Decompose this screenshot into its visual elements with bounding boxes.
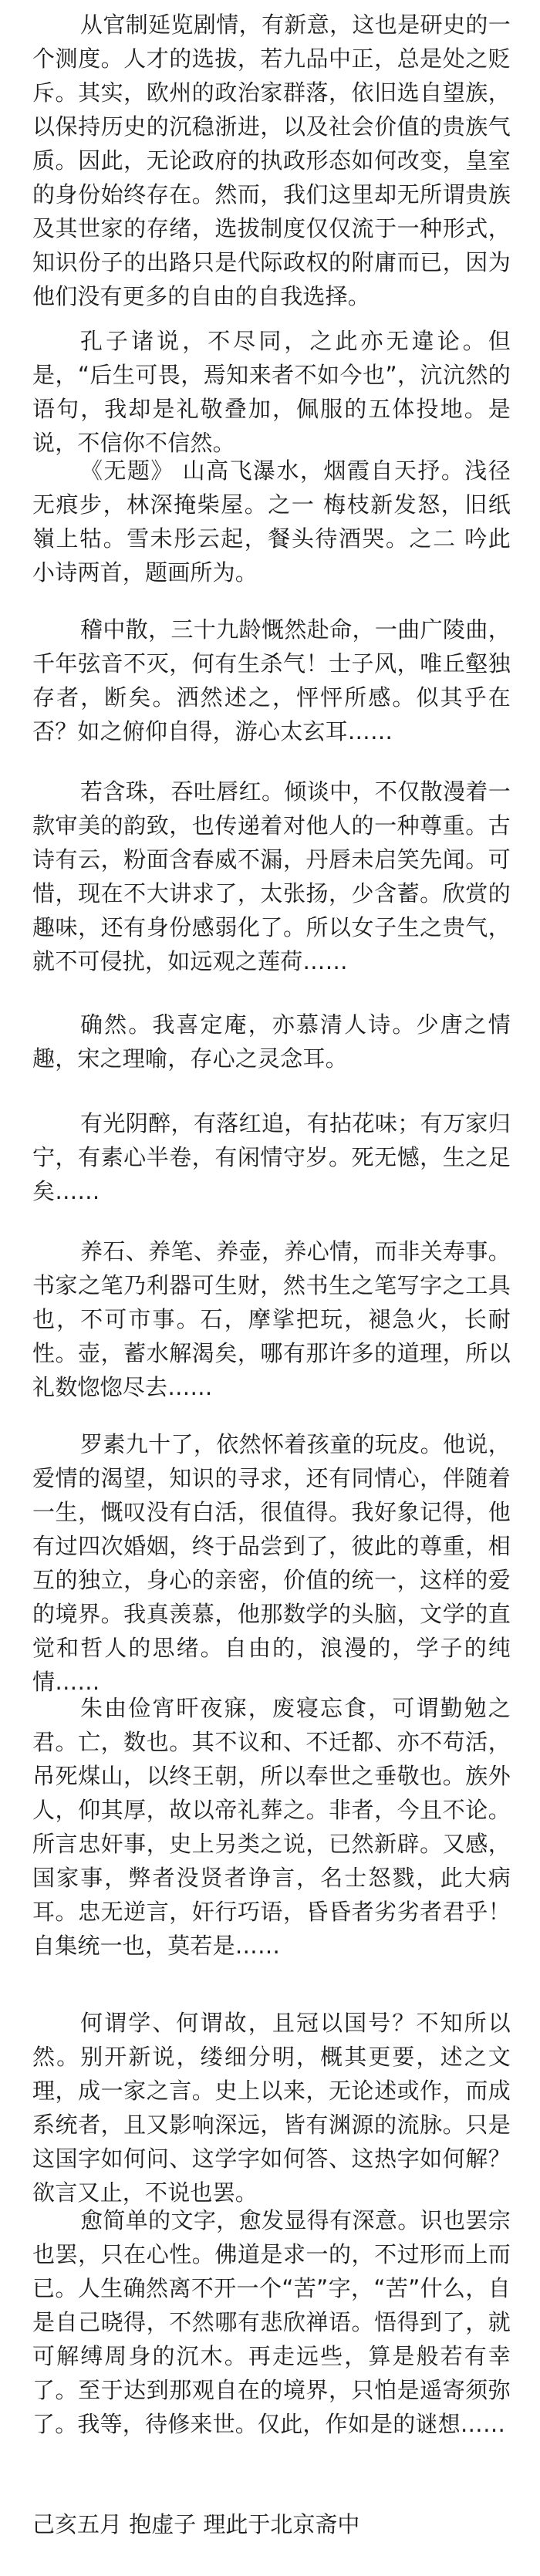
paragraph-8: 养石、养笔、养壶，养心情，而非关寿事。书家之笔乃利器可生财，然书生之笔写字之工具也，不可市事。石，摩挲把玩，褪急火，长耐性。壶，蓄水解渴矣，哪有那许多的道理，所以礼数惚惚尽去……	[32, 1238, 511, 1400]
paragraph-5: 若含珠，吞吐唇红。倾谈中，不仅散漫着一款审美的韵致，也传递着对他人的一种尊重。古诗有云，粉面含春威不漏，丹唇未启笑先闻。可惜，现在不大讲求了，太张扬，少含蓄。欣赏的趣味，还有身份感弱化了。所以女子生之贵气，就不可侵扰，如远观之莲荷……	[32, 778, 511, 974]
paragraph-11: 何谓学、何谓故，且冠以国号？不知所以然。别开新说，缕细分明，概其更要，述之文理，成一家之言。史上以来，无论述或作，而成系统者，且又影响深远，皆有渊源的流脉。只是这国字如何问、这学字如何答、这热字如何解？欲言又止，不说也罢。	[32, 2010, 511, 2206]
paragraph-3: 《无题》 山高飞瀑水，烟霞自天抒。浅径无痕步，林深掩柴屋。之一 梅枝新发怒，旧纸嶺上牯。雪未彤云起，餐头待酒哭。之二 吟此小诗两首，题画所为。	[32, 457, 511, 586]
paragraph-10: 朱由俭宵旰夜寐，废寝忘食，可谓勤勉之君。亡，数也。其不议和、不迁都、亦不苟活，吊死煤山，以终王朝，所以奉世之垂敬也。族外人，仰其厚，故以帝礼葬之。非者，今且不论。所言忠奸事，史上另类之说，已然新辟。又感，国家事，弊者没贤者诤言，名士怒戮，此大病耳。忠无逆言，奸行巧语，昏昏者劣劣者君乎！自集统一也，莫若是……	[32, 1695, 511, 1959]
paragraph-7: 有光阴醉，有落红追，有拈花味；有万家归宁，有素心半卷，有闲情守岁。死无憾，生之足矣……	[32, 1110, 511, 1204]
paragraph-1: 从官制延览剧情，有新意，这也是研史的一个测度。人才的选拔，若九品中正，总是处之贬斥。其实，欧州的政治家群落，依旧选自望族，以保持历史的沉稳浙进，以及社会价值的贵族气质。因此，无论政府的执政形态如何改变，皇室的身份始终存在。然而，我们这里却无所谓贵族及其世家的存绪，选拔制度仅仅流于一种形式，知识份子的出路只是代际政权的附庸而已，因为他们没有更多的自由的自我选择。	[32, 12, 511, 309]
author-signature: 己亥五月 抱虚子 理此于北京斋中	[32, 2511, 360, 2537]
paragraph-9: 罗素九十了，依然怀着孩童的玩皮。他说，爱情的渴望，知识的寻求，还有同情心，伴随着一生，慨叹没有白活，很值得。我好象记得，他有过四次婚姻，终于品尝到了，彼此的尊重，相互的独立，身心的亲密，价值的统一，这样的爱的境界。我真羡慕，他那数学的头脑，文学的直觉和哲人的思绪。自由的，浪漫的，学子的纯情……	[32, 1431, 511, 1695]
paragraph-6: 确然。我喜定庵，亦慕清人诗。少唐之情趣，宋之理喻，存心之灵念耳。	[32, 1011, 511, 1072]
paragraph-2: 孔子诸说，不尽同，之此亦无違论。但是，“后生可畏，焉知来者不如今也”，沆沆然的语句，我却是礼敬叠加，佩服的五体投地。是说，不信你不信然。	[32, 328, 511, 456]
paragraph-12: 愈简单的文字，愈发显得有深意。识也罢宗也罢，只在心性。佛道是求一的，不过形而上而已。人生确然离不开一个“苦”字，“苦”什么，自是自己晓得，不然哪有悲欣禅语。悟得到了，就可解缚周身的沉木。再走远些，算是般若有幸了。至于达到那观自在的境界，只怕是遥寄须弥了。我等，待修来世。仅此，作如是的谜想……	[32, 2207, 511, 2437]
paragraph-4: 稽中散，三十九龄慨然赴命，一曲广陵曲，千年弦音不灭，何有生杀气！士子风，唯丘壑独存者，断矣。洒然述之，怦怦所感。似其乎在否？如之俯仰自得，游心太玄耳……	[32, 616, 511, 744]
